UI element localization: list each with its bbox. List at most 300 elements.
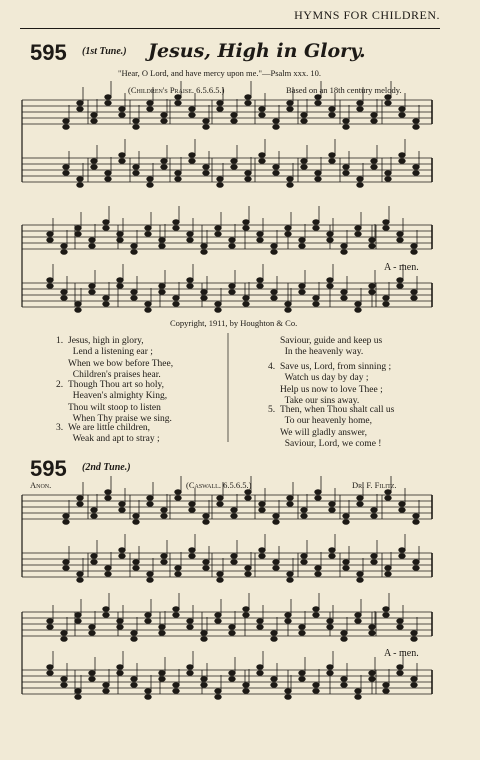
- note-head: [327, 232, 333, 237]
- note-head: [301, 514, 307, 519]
- note-head: [287, 578, 293, 583]
- note-head: [217, 578, 223, 583]
- note-head: [217, 572, 223, 577]
- note-head: [47, 238, 53, 243]
- note-head: [357, 502, 363, 507]
- note-head: [175, 572, 181, 577]
- note-head: [187, 284, 193, 289]
- note-head: [329, 548, 335, 553]
- verse-3-end: Saviour, guide and keep us In the heavenly way.: [280, 336, 383, 358]
- note-head: [259, 548, 265, 553]
- note-head: [397, 671, 403, 676]
- note-head: [399, 153, 405, 158]
- note-head: [217, 502, 223, 507]
- note-head: [299, 677, 305, 682]
- note-head: [145, 689, 151, 694]
- note-head: [271, 296, 277, 301]
- note-head: [329, 554, 335, 559]
- note-head: [343, 560, 349, 565]
- note-head: [299, 284, 305, 289]
- verse-1: 1. Jesus, high in glory, Lend a listening ear ; When we bow before Thee, Children's praises hear.: [56, 336, 174, 381]
- note-head: [369, 625, 375, 630]
- note-head: [285, 689, 291, 694]
- note-head: [243, 226, 249, 231]
- note-head: [329, 107, 335, 112]
- note-head: [189, 502, 195, 507]
- note-head: [357, 183, 363, 188]
- hymn-number-1: 595: [30, 40, 67, 65]
- note-head: [215, 695, 221, 700]
- note-head: [357, 578, 363, 583]
- note-head: [315, 95, 321, 100]
- note-head: [175, 171, 181, 176]
- note-head: [187, 671, 193, 676]
- note-head: [313, 613, 319, 618]
- note-head: [133, 171, 139, 176]
- note-head: [257, 619, 263, 624]
- note-head: [313, 683, 319, 688]
- note-head: [63, 560, 69, 565]
- note-head: [173, 607, 179, 612]
- note-head: [355, 302, 361, 307]
- note-head: [341, 244, 347, 249]
- note-head: [271, 244, 277, 249]
- note-head: [147, 101, 153, 106]
- note-head: [243, 689, 249, 694]
- note-head: [133, 119, 139, 124]
- note-head: [313, 296, 319, 301]
- note-head: [257, 625, 263, 630]
- note-head: [103, 683, 109, 688]
- note-head: [89, 238, 95, 243]
- note-head: [119, 153, 125, 158]
- note-head: [217, 183, 223, 188]
- note-head: [131, 631, 137, 636]
- note-head: [271, 637, 277, 642]
- note-head: [299, 290, 305, 295]
- note-head: [383, 607, 389, 612]
- note-head: [385, 572, 391, 577]
- note-head: [299, 631, 305, 636]
- note-head: [187, 232, 193, 237]
- note-head: [117, 278, 123, 283]
- note-head: [231, 514, 237, 519]
- composer-2: Dr. F. Filitz.: [352, 480, 397, 490]
- note-head: [201, 290, 207, 295]
- note-head: [217, 496, 223, 501]
- note-head: [329, 159, 335, 164]
- note-head: [343, 119, 349, 124]
- note-head: [201, 677, 207, 682]
- note-head: [63, 165, 69, 170]
- note-head: [189, 159, 195, 164]
- note-head: [371, 119, 377, 124]
- note-head: [313, 226, 319, 231]
- note-head: [341, 631, 347, 636]
- note-head: [341, 637, 347, 642]
- note-head: [89, 631, 95, 636]
- note-head: [133, 125, 139, 130]
- note-head: [371, 165, 377, 170]
- note-head: [89, 671, 95, 676]
- note-head: [77, 496, 83, 501]
- note-head: [285, 308, 291, 313]
- note-head: [203, 165, 209, 170]
- note-head: [231, 554, 237, 559]
- note-head: [413, 165, 419, 170]
- note-head: [259, 113, 265, 118]
- note-head: [259, 107, 265, 112]
- note-head: [243, 296, 249, 301]
- note-head: [61, 250, 67, 255]
- note-head: [145, 302, 151, 307]
- note-head: [271, 250, 277, 255]
- note-head: [259, 508, 265, 513]
- note-head: [147, 502, 153, 507]
- note-head: [355, 689, 361, 694]
- note-head: [397, 625, 403, 630]
- note-head: [231, 159, 237, 164]
- note-head: [411, 683, 417, 688]
- note-head: [189, 107, 195, 112]
- note-head: [371, 560, 377, 565]
- note-head: [133, 514, 139, 519]
- note-head: [117, 238, 123, 243]
- note-head: [287, 107, 293, 112]
- note-head: [189, 554, 195, 559]
- note-head: [131, 677, 137, 682]
- note-head: [103, 607, 109, 612]
- note-head: [301, 165, 307, 170]
- note-head: [91, 165, 97, 170]
- note-head: [229, 677, 235, 682]
- note-head: [161, 514, 167, 519]
- note-head: [91, 554, 97, 559]
- note-head: [189, 548, 195, 553]
- note-head: [189, 113, 195, 118]
- note-head: [327, 671, 333, 676]
- note-head: [285, 695, 291, 700]
- note-head: [203, 119, 209, 124]
- note-head: [201, 631, 207, 636]
- note-head: [131, 637, 137, 642]
- note-head: [201, 296, 207, 301]
- note-head: [75, 613, 81, 618]
- note-head: [187, 625, 193, 630]
- note-head: [301, 560, 307, 565]
- note-head: [399, 502, 405, 507]
- note-head: [413, 566, 419, 571]
- note-head: [343, 171, 349, 176]
- note-head: [273, 171, 279, 176]
- note-head: [63, 520, 69, 525]
- tune-label-1: (1st Tune.): [82, 46, 127, 57]
- note-head: [301, 119, 307, 124]
- note-head: [77, 101, 83, 106]
- note-head: [147, 572, 153, 577]
- amen-2: A - men.: [384, 648, 419, 659]
- verse-2: 2. Though Thou art so holy, Heaven's almighty King, Thou wilt stoop to listen When Thy praise we sing.: [56, 380, 172, 425]
- note-head: [173, 689, 179, 694]
- note-head: [147, 183, 153, 188]
- note-head: [133, 560, 139, 565]
- note-head: [61, 244, 67, 249]
- note-head: [47, 665, 53, 670]
- note-head: [173, 302, 179, 307]
- note-head: [257, 284, 263, 289]
- note-head: [187, 665, 193, 670]
- note-head: [243, 683, 249, 688]
- note-head: [369, 631, 375, 636]
- note-head: [105, 101, 111, 106]
- note-head: [315, 101, 321, 106]
- note-head: [203, 514, 209, 519]
- note-head: [105, 177, 111, 182]
- note-head: [343, 165, 349, 170]
- note-head: [399, 548, 405, 553]
- note-head: [369, 238, 375, 243]
- note-head: [159, 284, 165, 289]
- note-head: [133, 165, 139, 170]
- note-head: [257, 278, 263, 283]
- note-head: [383, 689, 389, 694]
- note-head: [105, 572, 111, 577]
- note-head: [357, 177, 363, 182]
- note-head: [105, 95, 111, 100]
- note-head: [329, 153, 335, 158]
- note-head: [231, 560, 237, 565]
- note-head: [201, 637, 207, 642]
- note-head: [91, 560, 97, 565]
- note-head: [371, 113, 377, 118]
- note-head: [103, 226, 109, 231]
- note-head: [357, 496, 363, 501]
- note-head: [187, 238, 193, 243]
- note-head: [287, 183, 293, 188]
- note-head: [285, 613, 291, 618]
- note-head: [159, 631, 165, 636]
- note-head: [175, 101, 181, 106]
- note-head: [103, 220, 109, 225]
- note-head: [63, 119, 69, 124]
- note-head: [273, 119, 279, 124]
- note-head: [245, 177, 251, 182]
- note-head: [75, 232, 81, 237]
- note-head: [131, 244, 137, 249]
- note-head: [231, 508, 237, 513]
- note-head: [77, 177, 83, 182]
- note-head: [229, 244, 235, 249]
- note-head: [369, 244, 375, 249]
- note-head: [161, 119, 167, 124]
- note-head: [131, 296, 137, 301]
- note-head: [385, 101, 391, 106]
- note-head: [399, 107, 405, 112]
- note-head: [341, 296, 347, 301]
- note-head: [385, 171, 391, 176]
- note-head: [299, 244, 305, 249]
- note-head: [161, 113, 167, 118]
- note-head: [273, 560, 279, 565]
- tune-label-2: (2nd Tune.): [82, 462, 131, 473]
- note-head: [315, 496, 321, 501]
- note-head: [413, 520, 419, 525]
- note-head: [397, 665, 403, 670]
- note-head: [117, 665, 123, 670]
- note-head: [187, 278, 193, 283]
- note-head: [119, 159, 125, 164]
- note-head: [105, 566, 111, 571]
- note-head: [173, 220, 179, 225]
- note-head: [385, 566, 391, 571]
- note-head: [411, 631, 417, 636]
- note-head: [89, 284, 95, 289]
- note-head: [119, 502, 125, 507]
- verse-5: 5. Then, when Thou shalt call us To our heavenly home, We will gladly answer, Saviour, Lord, we come !: [268, 405, 395, 450]
- note-head: [285, 619, 291, 624]
- note-head: [245, 496, 251, 501]
- note-head: [161, 560, 167, 565]
- note-head: [47, 232, 53, 237]
- note-head: [119, 508, 125, 513]
- note-head: [285, 226, 291, 231]
- note-head: [245, 101, 251, 106]
- note-head: [229, 284, 235, 289]
- note-head: [383, 683, 389, 688]
- note-head: [245, 566, 251, 571]
- note-head: [89, 244, 95, 249]
- note-head: [369, 290, 375, 295]
- note-head: [383, 220, 389, 225]
- note-head: [61, 677, 67, 682]
- note-head: [203, 566, 209, 571]
- note-head: [229, 290, 235, 295]
- note-head: [75, 226, 81, 231]
- note-head: [327, 284, 333, 289]
- note-head: [145, 695, 151, 700]
- note-head: [315, 566, 321, 571]
- note-head: [47, 625, 53, 630]
- note-head: [215, 613, 221, 618]
- note-head: [105, 490, 111, 495]
- note-head: [161, 554, 167, 559]
- note-head: [175, 490, 181, 495]
- note-head: [385, 95, 391, 100]
- note-head: [287, 502, 293, 507]
- note-head: [63, 566, 69, 571]
- note-head: [203, 560, 209, 565]
- note-head: [201, 250, 207, 255]
- tune-source-1: Based on an 18th century melody.: [286, 85, 402, 95]
- note-head: [299, 671, 305, 676]
- note-head: [189, 153, 195, 158]
- note-head: [231, 119, 237, 124]
- note-head: [147, 578, 153, 583]
- note-head: [369, 284, 375, 289]
- note-head: [313, 689, 319, 694]
- note-head: [243, 220, 249, 225]
- note-head: [217, 177, 223, 182]
- note-head: [397, 238, 403, 243]
- note-head: [145, 226, 151, 231]
- note-head: [287, 101, 293, 106]
- note-head: [77, 578, 83, 583]
- tune-name-1: (Children's Praise. 6.5.6.5.): [128, 85, 225, 95]
- note-head: [145, 308, 151, 313]
- running-header: HYMNS FOR CHILDREN.: [294, 8, 440, 22]
- note-head: [301, 508, 307, 513]
- note-head: [301, 159, 307, 164]
- note-head: [355, 695, 361, 700]
- note-head: [257, 671, 263, 676]
- note-head: [105, 171, 111, 176]
- note-head: [91, 514, 97, 519]
- note-head: [315, 171, 321, 176]
- note-head: [103, 613, 109, 618]
- note-head: [215, 226, 221, 231]
- note-head: [371, 159, 377, 164]
- note-head: [259, 554, 265, 559]
- note-head: [327, 625, 333, 630]
- note-head: [273, 125, 279, 130]
- note-head: [271, 677, 277, 682]
- note-head: [175, 496, 181, 501]
- note-head: [355, 232, 361, 237]
- note-head: [271, 683, 277, 688]
- note-head: [159, 290, 165, 295]
- note-head: [411, 637, 417, 642]
- note-head: [229, 671, 235, 676]
- note-head: [273, 514, 279, 519]
- note-head: [413, 171, 419, 176]
- note-head: [369, 677, 375, 682]
- note-head: [117, 232, 123, 237]
- note-head: [103, 296, 109, 301]
- note-head: [413, 119, 419, 124]
- note-head: [91, 159, 97, 164]
- note-head: [313, 302, 319, 307]
- note-head: [175, 95, 181, 100]
- note-head: [147, 496, 153, 501]
- note-head: [399, 554, 405, 559]
- note-head: [411, 250, 417, 255]
- note-head: [329, 508, 335, 513]
- note-head: [371, 554, 377, 559]
- note-head: [355, 226, 361, 231]
- note-head: [343, 125, 349, 130]
- note-head: [287, 177, 293, 182]
- note-head: [231, 113, 237, 118]
- note-head: [61, 683, 67, 688]
- note-head: [259, 159, 265, 164]
- note-head: [257, 232, 263, 237]
- note-head: [105, 496, 111, 501]
- note-head: [159, 244, 165, 249]
- note-head: [89, 290, 95, 295]
- note-head: [131, 683, 137, 688]
- note-head: [203, 125, 209, 130]
- note-head: [341, 683, 347, 688]
- note-head: [355, 308, 361, 313]
- note-head: [329, 502, 335, 507]
- verse-4: 4. Save us, Lord, from sinning ; Watch us day by day ; Help us now to love Thee ; Take our sins away.: [268, 362, 392, 407]
- note-head: [119, 107, 125, 112]
- note-head: [399, 159, 405, 164]
- hymn-author-2: Anon.: [30, 480, 52, 490]
- note-head: [313, 607, 319, 612]
- note-head: [413, 514, 419, 519]
- note-head: [75, 695, 81, 700]
